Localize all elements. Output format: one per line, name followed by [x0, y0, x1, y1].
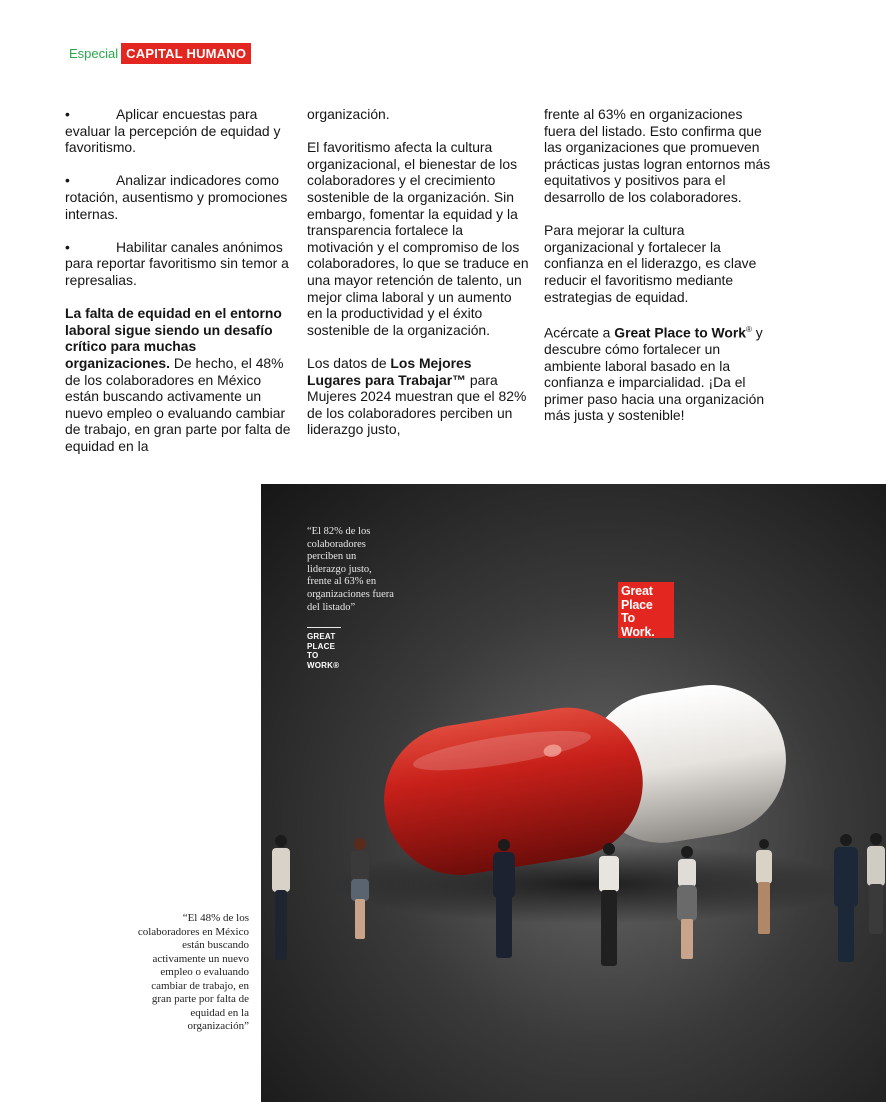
paragraph: Para mejorar la cultura organizacional y fortalecer la confianza en el liderazgo, es clave reducir el favoritismo mediante estrategias de equidad.	[544, 222, 757, 305]
badge-line: Work.	[621, 624, 655, 639]
bold-lead: La falta de equidad en el entorno laboral sigue siendo un desafío crítico para muchas organizaciones.	[65, 305, 282, 371]
bold-brand: Great Place to Work	[614, 324, 747, 341]
bullet-rest: para reportar favoritismo sin temor a represalias.	[65, 255, 289, 288]
bullet-marker: •	[65, 238, 70, 255]
paragraph-pre: Los datos de	[307, 354, 391, 371]
bullet-marker: •	[65, 106, 70, 122]
bullet-item	[65, 106, 297, 156]
paragraph-post: para Mujeres 2024 muestran que el 82% de los colaboradores perciben un liderazgo justo,	[307, 371, 527, 438]
paragraph	[544, 322, 776, 424]
bullet-lead: Aplicar encuestas para	[116, 106, 258, 122]
bullet-item	[65, 239, 297, 289]
paragraph-post: y descubre cómo fortalecer un ambiente laboral basado en la confianza e imparcialidad. ¡Da el primer paso hacia una organización más justa y sostenible!	[544, 324, 765, 424]
badge-line: To	[621, 611, 635, 625]
bullet-rest: como rotación, ausentismo y promociones internas.	[65, 172, 288, 222]
pill-illustration	[261, 484, 886, 1102]
paragraph: frente al 63% en organizaciones fuera del listado. Esto confirma que las organizaciones que promueven prácticas justas logran entornos más equitativos y positivos para el desarrollo de los colaboradores.	[544, 106, 771, 205]
bullet-rest: evaluar la percepción de equidad y favoritismo.	[65, 122, 281, 156]
quote-divider	[307, 627, 341, 628]
logo-line: TO	[307, 651, 319, 660]
logo-line: PLACE	[307, 641, 336, 651]
registered-mark: ®	[746, 324, 752, 334]
paragraph: El favoritismo afecta la cultura organizacional, el bienestar de los colaboradores y el crecimiento sostenible de la organización. Sin embargo, fomentar la equidad y la transparencia fortalece la motivación y el compromiso de los colaboradores, lo que se traduce en una mayor retención de talento, un mejor clima laboral y un aumento en la productividad y el éxito sostenible de la organización.	[307, 139, 529, 338]
paragraph	[307, 355, 529, 438]
bullet-lead: Analizar indicadores	[116, 172, 242, 189]
small-brand-logo	[307, 632, 339, 670]
side-caption: “El 48% de los colaboradores en México están buscando activamente un nuevo empleo o evaluando cambiar de trabajo, en gran parte por falta de equidad en la organización”	[137, 912, 249, 1032]
bullet-lead: Habilitar canales anónimos	[116, 238, 283, 255]
image-quote: “El 82% de los colaboradores perciben un liderazgo justo, frente al 63% en organizaciones fuera del listado”	[307, 526, 394, 613]
badge-line: Place	[621, 597, 653, 612]
person	[867, 833, 885, 934]
logo-line: WORK®	[307, 660, 340, 670]
person	[599, 843, 619, 966]
paragraph	[65, 305, 297, 454]
text-column-3	[544, 106, 776, 441]
section-header	[69, 42, 251, 64]
pill-shadow	[331, 844, 851, 924]
bullet-marker: •	[65, 172, 70, 189]
paragraph-body: De hecho, el 48% de los colaboradores en México están buscando activamente un nuevo empleo o evaluando cambiar de trabajo, en gran parte por falta de equidad en la	[65, 354, 291, 454]
paragraph-pre: Acércate a	[544, 324, 615, 341]
section-badge: CAPITAL HUMANO	[121, 43, 251, 64]
text-column-1	[65, 106, 297, 471]
bullet-item	[65, 172, 297, 222]
text-column-2	[307, 106, 529, 454]
badge-line: Great	[621, 584, 653, 598]
especial-label: Especial	[69, 45, 119, 61]
paragraph: organización.	[307, 106, 390, 122]
person	[493, 839, 515, 958]
person	[756, 839, 772, 934]
brand-badge	[618, 582, 674, 638]
logo-line: GREAT	[307, 632, 336, 641]
bold-title: Los Mejores Lugares para Trabajar™	[307, 354, 472, 388]
